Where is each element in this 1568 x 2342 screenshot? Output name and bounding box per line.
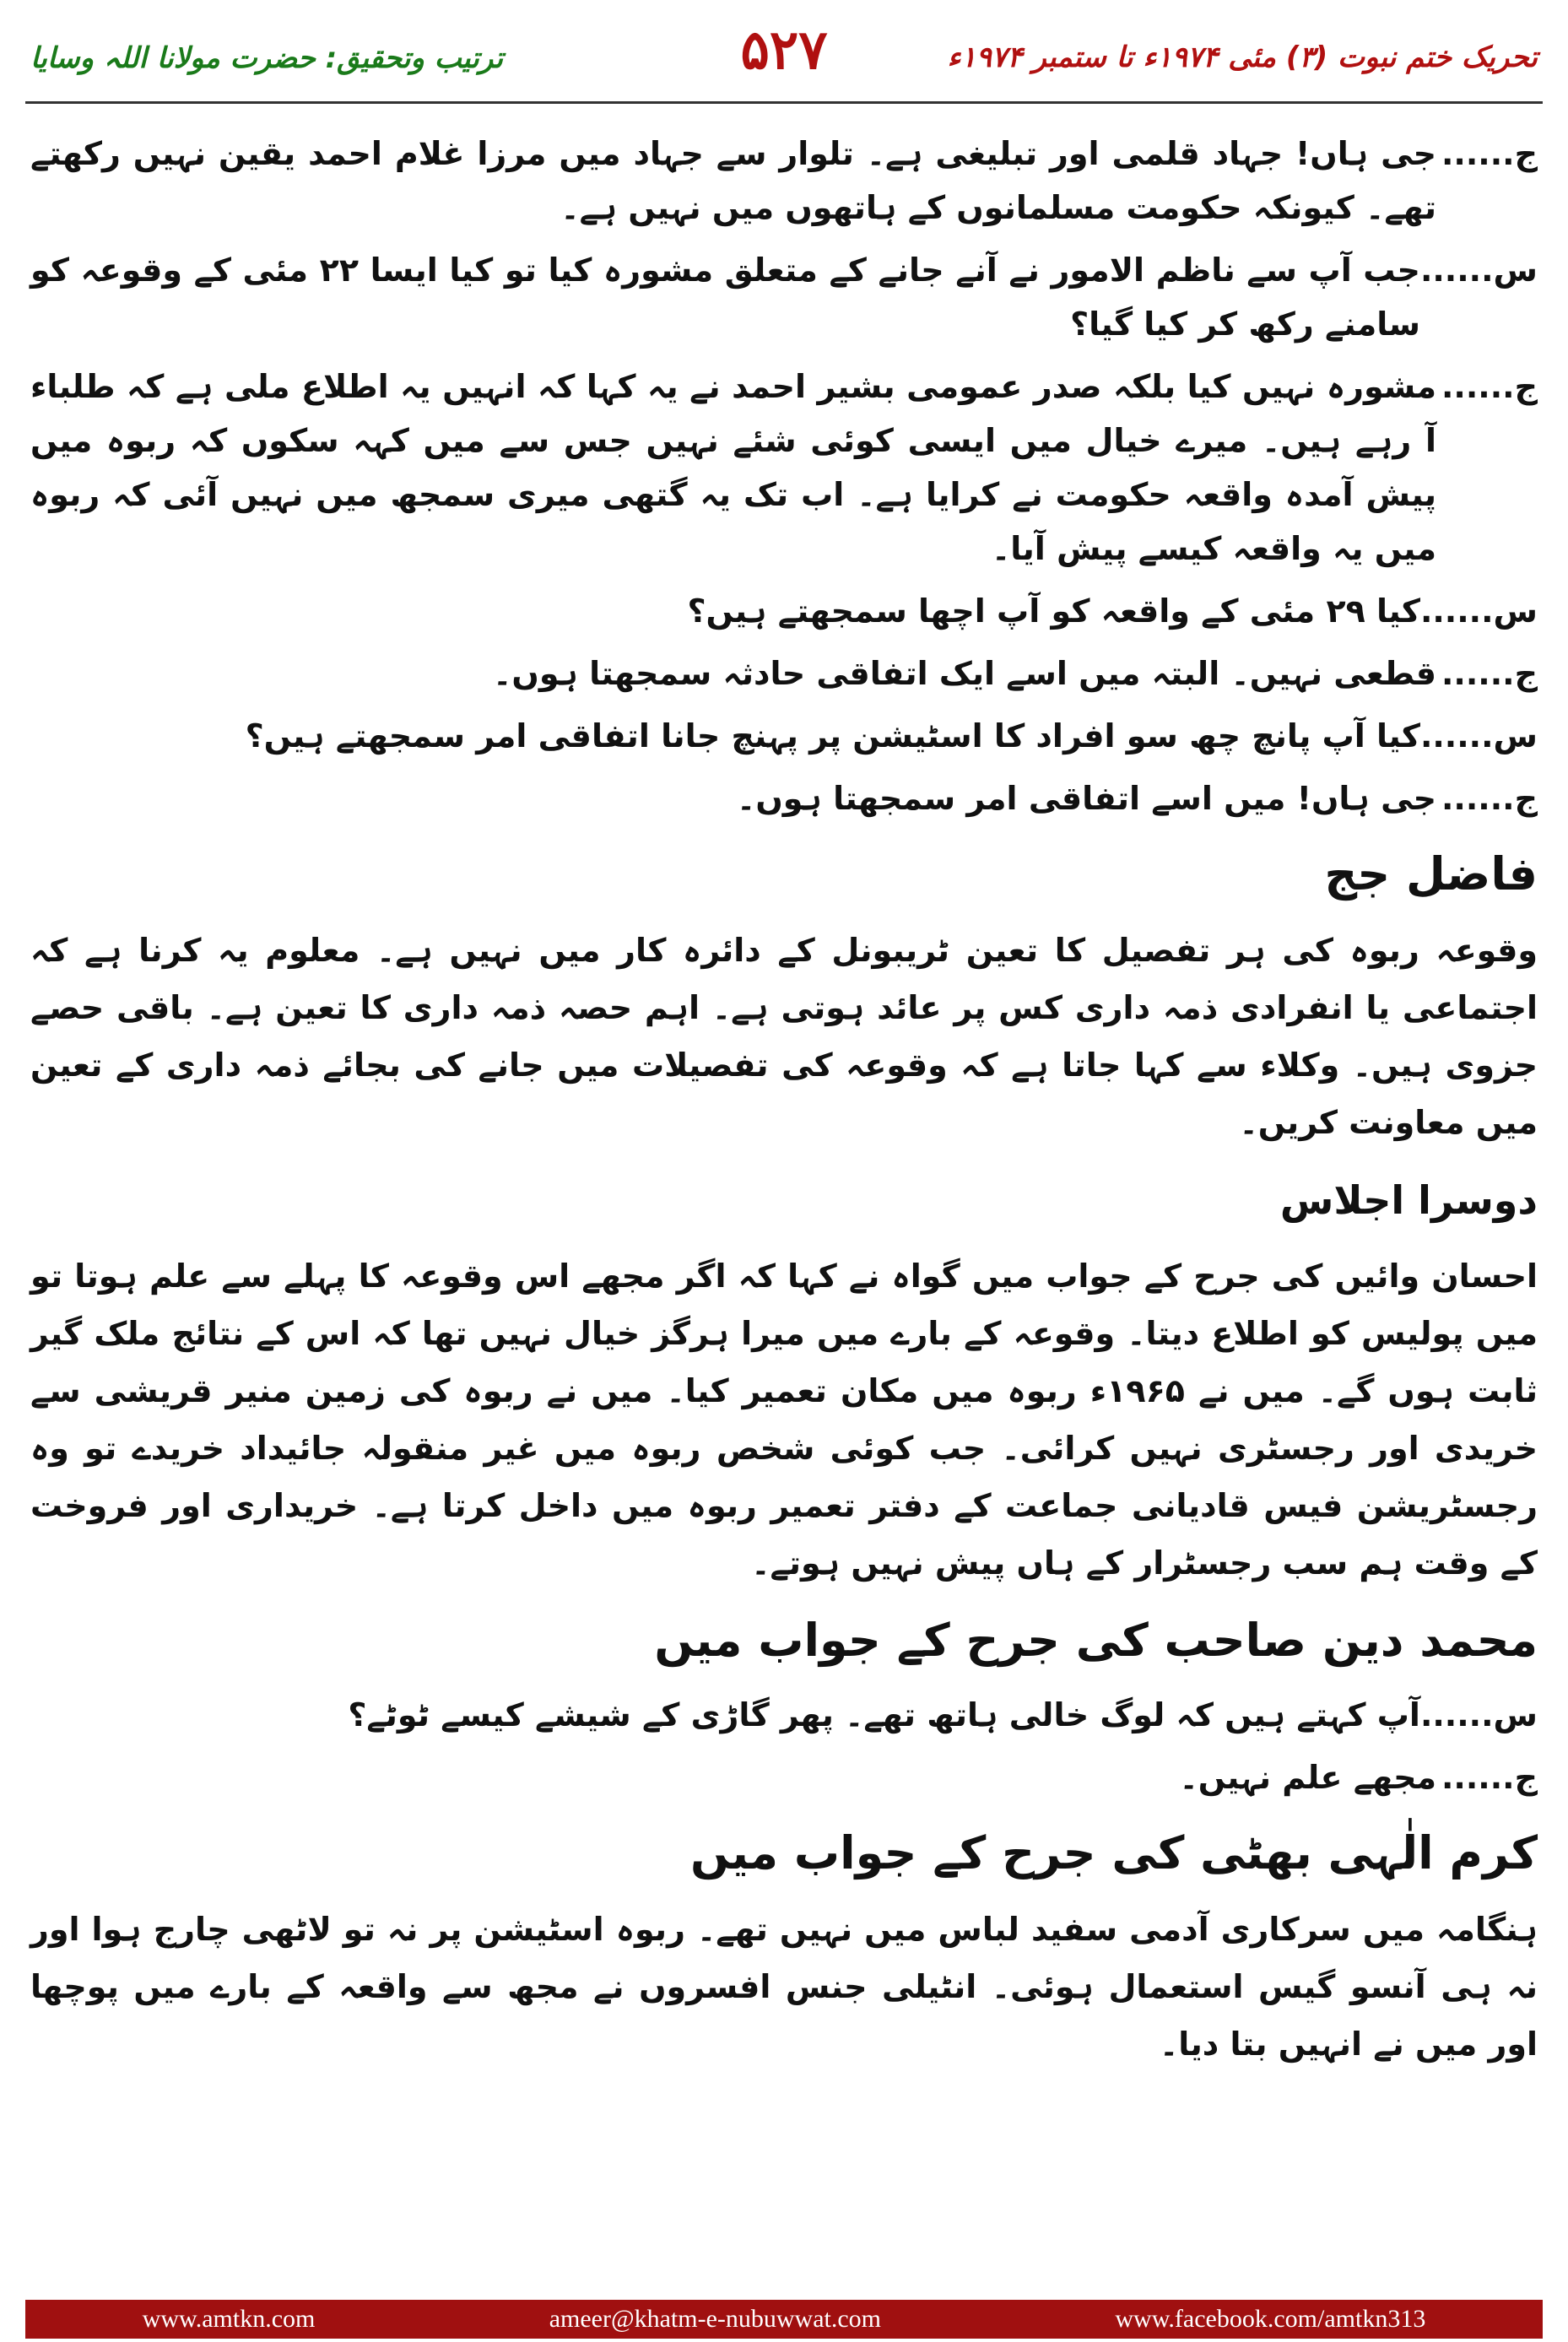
question-text: آپ کہتے ہیں کہ لوگ خالی ہاتھ تھے۔ پھر گاڑی کے شیشے کیسے ٹوٹے؟ xyxy=(348,1696,1420,1734)
qa-item xyxy=(30,127,1538,235)
section-heading-mohammad-din: محمد دین صاحب کی جرح کے جواب میں xyxy=(654,1614,1538,1667)
answer-label: ج...... xyxy=(1441,780,1538,817)
question-label: س...... xyxy=(1419,252,1538,289)
answer-text: جی ہاں! میں اسے اتفاقی امر سمجھتا ہوں۔ xyxy=(737,780,1436,817)
karam-ilahi-paragraph: ہنگامہ میں سرکاری آدمی سفید لباس میں نہیں تھے۔ ربوہ اسٹیشن پر نہ تو لاٹھی چارج ہوا اور نہ ہی آنسو گیس استعمال ہوئی۔ انٹیلی جنس افسروں نے مجھ سے واقعہ کے بارے میں پوچھا اور میں نے انہیں بتا دیا۔ xyxy=(30,1911,1538,2063)
answer-text: جی ہاں! جہاد قلمی اور تبلیغی ہے۔ تلوار سے جہاد میں مرزا غلام احمد یقین نہیں رکھتے تھے۔ کیونکہ حکومت مسلمانوں کے ہاتھوں میں نہیں ہے۔ xyxy=(30,135,1436,226)
qa-item xyxy=(30,1750,1538,1804)
qa-item xyxy=(30,360,1538,576)
qa-item xyxy=(30,1688,1538,1742)
qa-item xyxy=(30,709,1538,763)
page-number: ۵۲۷ xyxy=(740,19,828,82)
answer-label: ج...... xyxy=(1441,368,1538,405)
qa-item xyxy=(30,771,1538,825)
qa-item xyxy=(30,243,1538,351)
section-heading-second-session: دوسرا اجلاس xyxy=(1279,1177,1538,1223)
judge-paragraph: وقوعہ ربوہ کی ہر تفصیل کا تعین ٹریبونل کے دائرہ کار میں نہیں ہے۔ معلوم یہ کرنا ہے کہ اجتماعی یا انفرادی ذمہ داری کس پر عائد ہوتی ہے۔ اہم حصہ ذمہ داری کا تعین ہے۔ باقی حصے جزوی ہیں۔ وکلاء سے کہا جاتا ہے کہ وقوعہ کی تفصیلات میں جانے کی بجائے ذمہ داری کے تعین میں معاونت کریں۔ xyxy=(30,932,1538,1141)
question-label: س...... xyxy=(1419,592,1538,630)
website-link[interactable]: www.amtkn.com xyxy=(142,2305,316,2333)
page-footer xyxy=(25,2300,1543,2339)
answer-text: مجھے علم نہیں۔ xyxy=(1179,1759,1436,1796)
page-header xyxy=(0,0,1568,101)
qa-item xyxy=(30,646,1538,700)
page-body xyxy=(30,127,1538,2088)
question-text: جب آپ سے ناظم الامور نے آنے جانے کے متعلق مشورہ کیا تو کیا ایسا ۲۲ مئی کے وقوعہ کو سامنے رکھ کر کیا گیا؟ xyxy=(30,252,1420,343)
question-label: س...... xyxy=(1419,717,1538,755)
email-link[interactable]: ameer@khatm-e-nubuwwat.com xyxy=(549,2305,882,2333)
header-divider xyxy=(25,101,1543,104)
book-title: تحریک ختم نبوت (۳) مئی ۱۹۷۴ء تا ستمبر ۱۹۷۴ء xyxy=(947,41,1538,74)
question-text: کیا ۲۹ مئی کے واقعہ کو آپ اچھا سمجھتے ہیں؟ xyxy=(687,592,1420,630)
section-heading-judge: فاضل جج xyxy=(1324,847,1538,901)
question-label: س...... xyxy=(1419,1696,1538,1734)
facebook-link[interactable]: www.facebook.com/amtkn313 xyxy=(1115,2305,1426,2333)
answer-text: قطعی نہیں۔ البتہ میں اسے ایک اتفاقی حادثہ سمجھتا ہوں۔ xyxy=(493,655,1436,692)
qa-item xyxy=(30,584,1538,638)
second-session-paragraph: احسان وائیں کی جرح کے جواب میں گواہ نے کہا کہ اگر مجھے اس وقوعہ کا پہلے سے علم ہوتا تو میں پولیس کو اطلاع دیتا۔ وقوعہ کے بارے میں میرا ہرگز خیال نہیں تھا کہ اس کے نتائج ملک گیر ثابت ہوں گے۔ میں نے ۱۹۶۵ء ربوہ میں مکان تعمیر کیا۔ میں نے ربوہ کی زمین منیر قریشی سے خریدی اور رجسٹری نہیں کرائی۔ جب کوئی شخص ربوہ میں غیر منقولہ جائیداد خریدے تو وہ رجسٹریشن فیس قادیانی جماعت کے دفتر تعمیر ربوہ میں داخل کرتا ہے۔ خریداری اور فروخت کے وقت ہم سب رجسٹرار کے ہاں پیش نہیں ہوتے۔ xyxy=(30,1258,1538,1582)
answer-label: ج...... xyxy=(1441,135,1538,172)
answer-label: ج...... xyxy=(1441,655,1538,692)
section-heading-karam-ilahi: کرم الٰہی بھٹی کی جرح کے جواب میں xyxy=(690,1826,1538,1880)
answer-label: ج...... xyxy=(1441,1759,1538,1796)
compiler-credit: ترتیب وتحقیق: حضرت مولانا اللہ وسایا xyxy=(30,41,504,75)
question-text: کیا آپ پانچ چھ سو افراد کا اسٹیشن پر پہنچ جانا اتفاقی امر سمجھتے ہیں؟ xyxy=(245,717,1420,755)
answer-text: مشورہ نہیں کیا بلکہ صدر عمومی بشیر احمد نے یہ کہا کہ انہیں یہ اطلاع ملی ہے کہ طلباء آ رہے ہیں۔ میرے خیال میں ایسی کوئی شئے نہیں جس سے میں کہہ سکوں کہ ربوہ میں پیش آمدہ واقعہ حکومت نے کرایا ہے۔ اب تک یہ گتھی میری سمجھ میں نہیں آئی کہ ربوہ میں یہ واقعہ کیسے پیش آیا۔ xyxy=(30,368,1436,567)
